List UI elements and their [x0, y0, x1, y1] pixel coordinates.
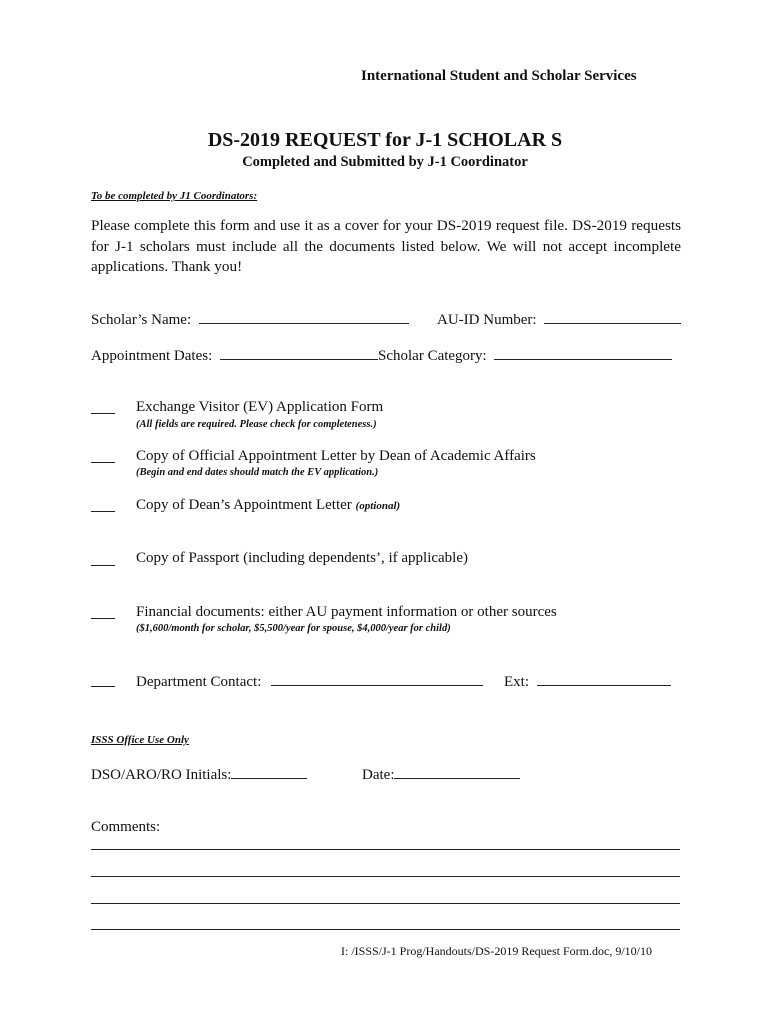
au-id-row: [437, 309, 681, 329]
checkbox-passport[interactable]: [91, 565, 115, 566]
department-contact-label: Department Contact:: [136, 674, 262, 690]
appointment-dates-row: [91, 345, 378, 365]
department-contact-field[interactable]: [271, 671, 483, 686]
scholar-category-label: Scholar Category:: [378, 348, 487, 364]
scholar-category-row: [378, 345, 672, 365]
comments-line[interactable]: [91, 849, 680, 850]
comments-line[interactable]: [91, 876, 680, 877]
initials-label: DSO/ARO/RO Initials:: [91, 767, 232, 783]
checklist-item-dean-appointment-letter: [136, 497, 400, 514]
date-label: Date:: [362, 767, 395, 783]
checkbox-financial-documents[interactable]: [91, 618, 115, 619]
scholar-name-row: [91, 309, 409, 329]
comments-line[interactable]: [91, 903, 680, 904]
optional-note: (optional): [355, 500, 401, 512]
department-contact-row: [136, 671, 483, 691]
checklist-note-official-appointment-letter: (Begin and end dates should match the EV application.): [136, 467, 379, 478]
form-title: DS-2019 REQUEST for J-1 SCHOLAR S: [207, 129, 563, 151]
checklist-note-ev-form: (All fields are required. Please check for completeness.): [136, 419, 377, 430]
ext-field[interactable]: [537, 671, 671, 686]
checkbox-ev-form[interactable]: [91, 413, 115, 414]
instructions-text: Please complete this form and use it as a cover for your DS-2019 request file. DS-2019 requests for J-1 scholars must include all the documents listed below. We will not accept incomplete applications. Thank you!: [91, 217, 681, 275]
initials-row: [91, 764, 307, 784]
au-id-label: AU-ID Number:: [437, 312, 537, 328]
scholar-name-label: Scholar’s Name:: [91, 312, 192, 328]
checkbox-dean-appointment-letter[interactable]: [91, 511, 115, 512]
comments-label: Comments:: [91, 819, 161, 835]
appointment-dates-field[interactable]: [220, 345, 378, 360]
checkbox-department-contact[interactable]: [91, 686, 115, 687]
scholar-name-field[interactable]: [199, 309, 409, 324]
form-subtitle: Completed and Submitted by J-1 Coordinator: [242, 154, 528, 170]
footer-file-path: I: /ISSS/J-1 Prog/Handouts/DS-2019 Request Form.doc, 9/10/10: [341, 944, 653, 958]
instructions-label: To be completed by J1 Coordinators:: [91, 190, 258, 202]
date-row: [362, 764, 520, 784]
scholar-category-field[interactable]: [494, 345, 672, 360]
checklist-item-official-appointment-letter: Copy of Official Appointment Letter by Dean of Academic Affairs: [136, 448, 536, 464]
ext-row: [504, 671, 671, 691]
ext-label: Ext:: [504, 674, 529, 690]
appointment-dates-label: Appointment Dates:: [91, 348, 213, 364]
checklist-note-financial-documents: ($1,600/month for scholar, $5,500/year for spouse, $4,000/year for child): [136, 623, 451, 634]
office-use-label: ISSS Office Use Only: [91, 734, 189, 746]
checklist-item-financial-documents: Financial documents: either AU payment information or other sources: [136, 604, 557, 620]
au-id-field[interactable]: [544, 309, 681, 324]
initials-field[interactable]: [231, 764, 307, 779]
checklist-item-ev-form: Exchange Visitor (EV) Application Form: [136, 399, 384, 415]
comments-line[interactable]: [91, 929, 680, 930]
checklist-label-dean-appointment-letter: Copy of Dean’s Appointment Letter: [136, 497, 352, 513]
organization-name: International Student and Scholar Services: [361, 68, 637, 84]
checkbox-official-appointment-letter[interactable]: [91, 462, 115, 463]
checklist-item-passport: Copy of Passport (including dependents’, if applicable): [136, 550, 469, 566]
date-field[interactable]: [394, 764, 520, 779]
